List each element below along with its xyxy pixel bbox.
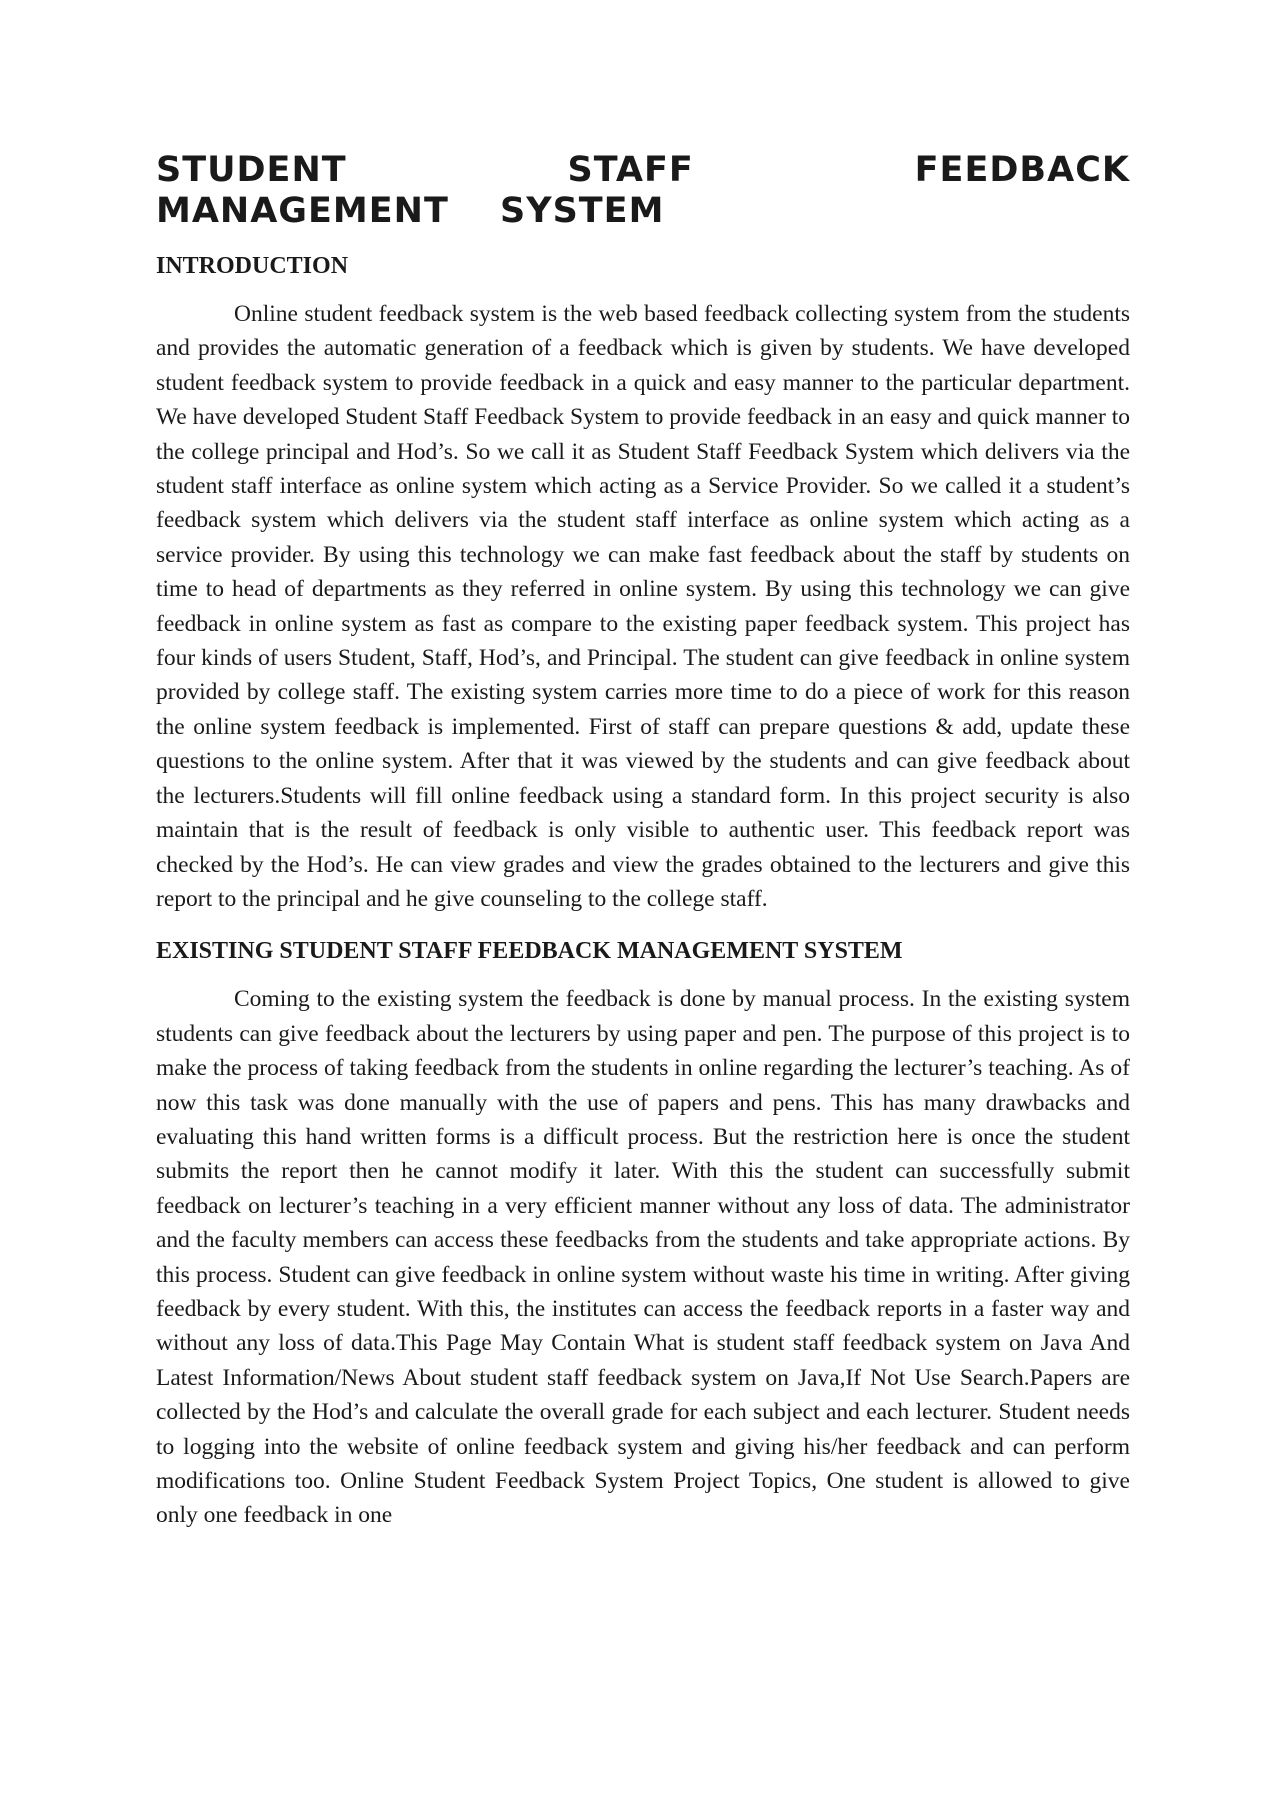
document-title: STUDENT STAFF FEEDBACK MANAGEMENT SYSTEM xyxy=(156,150,1130,231)
introduction-paragraph: Online student feedback system is the web based feedback collecting system from the students and provides the automatic generation of a feedback which is given by students. We have developed student feedback system to provide feedback in a quick and easy manner to the particular department. We have developed Student Staff Feedback System to provide feedback in an easy and quick manner to the college principal and Hod’s. So we call it as Student Staff Feedback System which delivers via the student staff interface as online system which acting as a Service Provider. So we called it a student’s feedback system which delivers via the student staff interface as online system which acting as a service provider. By using this technology we can make fast feedback about the staff by students on time to head of departments as they referred in online system. By using this technology we can give feedback in online system as fast as compare to the existing paper feedback system. This project has four kinds of users Student, Staff, Hod’s, and Principal. The student can give feedback in online system provided by college staff. The existing system carries more time to do a piece of work for this reason the online system feedback is implemented. First of staff can prepare questions & add, update these questions to the online system. After that it was viewed by the students and can give feedback about the lecturers.Students will fill online feedback using a standard form. In this project security is also maintain that is the result of feedback is only visible to authentic user. This feedback report was checked by the Hod’s. He can view grades and view the grades obtained to the lecturers and give this report to the principal and he give counseling to the college staff. xyxy=(156,301,1130,912)
existing-system-paragraph: Coming to the existing system the feedback is done by manual process. In the existing system students can give feedback about the lecturers by using paper and pen. The purpose of this project is to make the process of taking feedback from the students in online regarding the lecturer’s teaching. As of now this task was done manually with the use of papers and pens. This has many drawbacks and evaluating this hand written forms is a difficult process. But the restriction here is once the student submits the report then he cannot modify it later. With this the student can successfully submit feedback on lecturer’s teaching in a very efficient manner without any loss of data. The administrator and the faculty members can access these feedbacks from the students and take appropriate actions. By this process. Student can give feedback in online system without waste his time in writing. After giving feedback by every student. With this, the institutes can access the feedback reports in a faster way and without any loss of data.This Page May Contain What is student staff feedback system on Java And Latest Information/News About student staff feedback system on Java,If Not Use Search.Papers are collected by the Hod’s and calculate the overall grade for each subject and each lecturer. Student needs to logging into the website of online feedback system and giving his/her feedback and can perform modifications too. Online Student Feedback System Project Topics, One student is allowed to give only one feedback in one xyxy=(156,986,1130,1529)
document-body xyxy=(156,150,1130,1533)
section-heading-introduction: INTRODUCTION xyxy=(156,253,349,279)
section-heading-existing-system: EXISTING STUDENT STAFF FEEDBACK MANAGEMENT SYSTEM xyxy=(156,938,903,965)
